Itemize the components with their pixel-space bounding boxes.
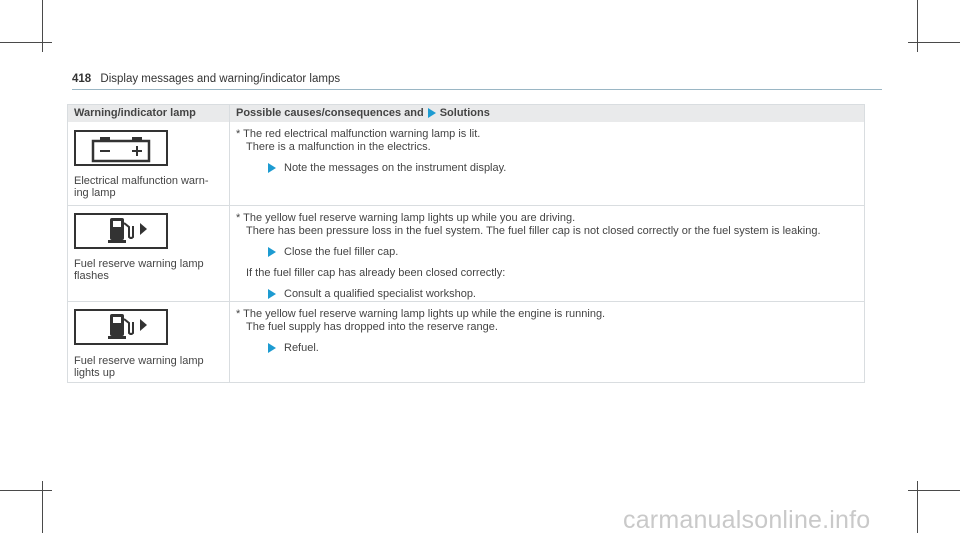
lamp-label-line: Fuel reserve warning lamp (74, 258, 204, 270)
action-text: Note the messages on the instrument display. (284, 162, 507, 174)
column-header-lamp: Warning/indicator lamp (74, 107, 196, 119)
action-step (268, 246, 856, 259)
lamp-label (74, 175, 224, 199)
cause-text: * The red electrical malfunction warning lamp is lit. (236, 128, 481, 140)
cause-description (236, 128, 856, 175)
page-number: 418 (72, 73, 92, 85)
cause-description (236, 212, 856, 301)
lamp-label-line: Electrical malfunction warn- (74, 175, 209, 187)
battery-icon (74, 130, 168, 166)
table-header (68, 105, 864, 122)
arrow-icon (268, 289, 276, 299)
warning-lamp-table (67, 104, 865, 383)
column-header-causes-suffix: Solutions (439, 107, 490, 119)
header-rule (72, 89, 882, 90)
column-header-causes (236, 107, 490, 119)
crop-mark (908, 490, 960, 491)
crop-mark (917, 0, 918, 52)
cause-description (236, 308, 856, 355)
arrow-icon (428, 108, 436, 118)
action-step (268, 342, 856, 355)
action-text: Close the fuel filler cap. (284, 246, 399, 258)
lamp-label-line: Fuel reserve warning lamp (74, 355, 204, 367)
lamp-label (74, 355, 224, 379)
crop-mark (0, 490, 52, 491)
row-divider (68, 301, 864, 302)
condition-text: If the fuel filler cap has already been closed correctly: (246, 266, 506, 279)
action-text: Consult a qualified specialist workshop. (284, 288, 476, 300)
column-header-causes-prefix: Possible causes/consequences and (236, 107, 424, 119)
page-title: Display messages and warning/indicator lamps (100, 73, 341, 85)
row-divider (68, 205, 864, 206)
cause-detail: The fuel supply has dropped into the reserve range. (246, 320, 498, 333)
arrow-icon (268, 163, 276, 173)
crop-mark (0, 42, 52, 43)
watermark: carmanualsonline.info (623, 506, 871, 534)
fuel-pump-icon (74, 213, 168, 249)
cause-text: * The yellow fuel reserve warning lamp lights up while you are driving. (236, 212, 576, 224)
cause-detail: There has been pressure loss in the fuel system. The fuel filler cap is not closed correctly or the fuel system is leaking. (246, 224, 821, 237)
cause-detail: There is a malfunction in the electrics. (246, 140, 431, 153)
page-header (72, 73, 340, 85)
lamp-label-line: ing lamp (74, 187, 116, 199)
lamp-label-line: flashes (74, 270, 109, 282)
action-step (268, 162, 856, 175)
crop-mark (42, 0, 43, 52)
arrow-icon (268, 343, 276, 353)
action-step (268, 288, 856, 301)
column-divider (229, 105, 230, 382)
lamp-label-line: lights up (74, 367, 115, 379)
crop-mark (908, 42, 960, 43)
cause-text: * The yellow fuel reserve warning lamp lights up while the engine is running. (236, 308, 606, 320)
arrow-icon (268, 247, 276, 257)
crop-mark (917, 481, 918, 533)
crop-mark (42, 481, 43, 533)
lamp-label (74, 258, 224, 282)
action-text: Refuel. (284, 342, 319, 354)
fuel-pump-icon (74, 309, 168, 345)
